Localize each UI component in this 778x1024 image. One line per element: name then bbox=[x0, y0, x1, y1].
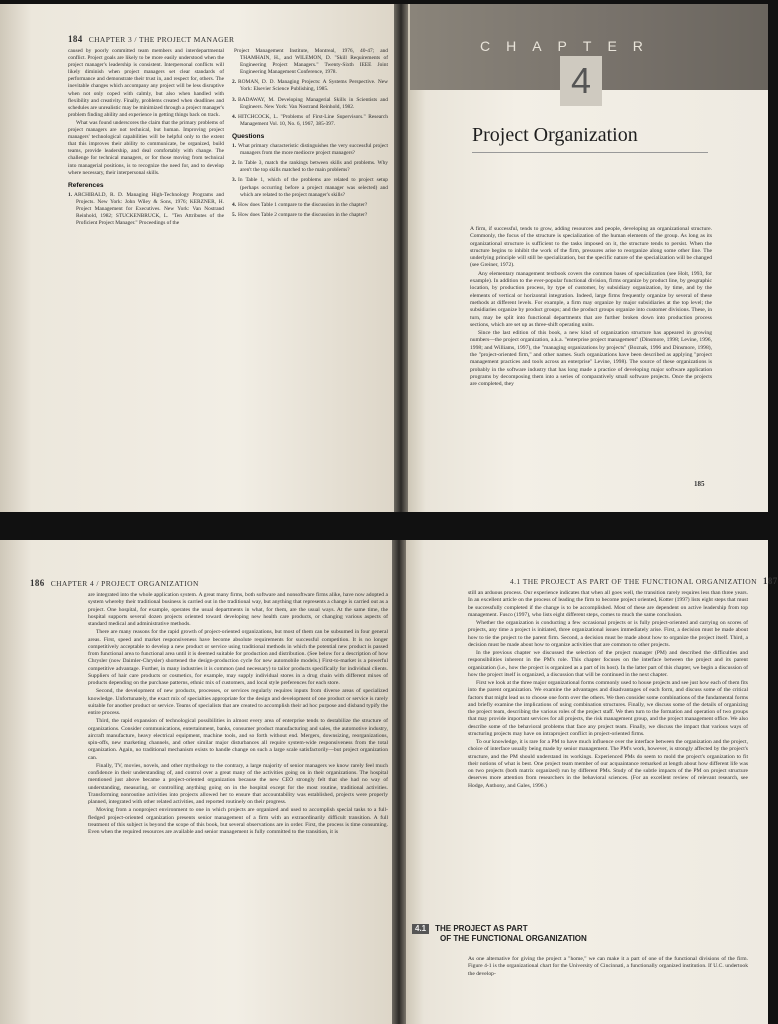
page-186 bbox=[0, 540, 392, 1024]
questions-heading: Questions bbox=[232, 132, 265, 140]
question-number: 3. bbox=[232, 177, 237, 184]
text-column-2 bbox=[232, 48, 388, 508]
paragraph: As one alternative for giving the project a "home," we can make it a part of one of the functional divisions of the firm. Figure 4-1 is the organizational chart for the University of Cincinnati, a functionally organized institution. If U.C. undertook the develop- bbox=[468, 956, 748, 977]
page-number: 185 bbox=[694, 480, 705, 488]
text-column bbox=[88, 592, 388, 1024]
reference-text: BADAWAY, M. Developing Managerial Skills in Scientists and Engineers. New York: Van Nostrand Reinhold, 1982. bbox=[238, 96, 388, 110]
question-item bbox=[232, 202, 388, 209]
paragraph: are integrated into the whole application system. A great many firms, both software and nonsoftware firms alike, have now adopted a system whereby their traditional business is carried out in the traditional way, but anything that represents a change is carried out as a project. One hospital, for example, operates the usual departments in what, for them, are the usual ways. At the same time, the hospital supports several dozen projects oriented toward developing new health care products, or changing various aspects of standard medical and administrative methods. bbox=[88, 592, 388, 627]
paragraph: What was found underscores the claim that the primary problems of project managers are not technical, but human. Improving project managers' technological capabilities will be helpful only to the extent that this improves their ability to communicate, be organized, build teams, provide leadership, and deal comfortably with change. The challenge for technical managers, or for those moving from technical into managerial positions, is to recognize the need for, and to develop where necessary, their interpersonal skills. bbox=[68, 119, 224, 176]
page-187 bbox=[406, 540, 778, 1024]
reference-item bbox=[232, 48, 388, 76]
chapter-word: CHAPTER bbox=[480, 38, 659, 54]
running-head bbox=[510, 576, 778, 586]
bottom-spread bbox=[0, 540, 778, 1024]
reference-number: 1. bbox=[68, 191, 73, 198]
section-intro-text bbox=[468, 956, 748, 996]
question-item bbox=[232, 143, 388, 157]
reference-item bbox=[232, 97, 388, 111]
chapter-number: 4 bbox=[560, 56, 602, 106]
page-number: 186 bbox=[30, 578, 45, 588]
paragraph: Whether the organization is conducting a few occasional projects or is fully project-oriented and carrying on scores of projects, any time a project is initiated, three organizational issues immediately arise. First, a decision must be made about how to tie the project to the parent firm. Second, a decision must be made about how to organize the project itself. Third, a decision must be made about how to organize activities that are common to other projects. bbox=[468, 620, 748, 648]
paragraph: A firm, if successful, tends to grow, adding resources and people, developing an organizational structure. Commonly, the focus of the structure is specialization of the human elements of the group. As long as its organizational structure is sufficient to the tasks imposed on it, the structure tends to persist. When the structure begins to inhibit the work of the firm, pressures arise to reorganize along some other line. The underlying principle will still be specialization, but the specific nature of the specialization will be changed (see Greiner, 1972). bbox=[470, 226, 712, 269]
reference-item bbox=[232, 114, 388, 128]
question-item bbox=[232, 212, 388, 219]
chapter-title: Project Organization bbox=[472, 124, 638, 146]
book-gutter bbox=[392, 540, 406, 1024]
running-head bbox=[68, 34, 234, 44]
paragraph: Moving from a nonproject environment to one in which projects are organized and used to accomplish special tasks to a full-fledged project-oriented organization presents senior management of a firm with an extraordinarily difficult transition. A full treatment of this subject is beyond the scope of this book, but several observations are in order. First, the process is time consuming. Even when the required resources are available and senior management is fully committed to the transition, it is bbox=[88, 807, 388, 835]
running-head-text: CHAPTER 3 / THE PROJECT MANAGER bbox=[88, 35, 235, 44]
reference-item bbox=[68, 192, 224, 227]
reference-text: Project Management Institute, Montreal, 1976, 40-47; and THAMHAIN, H., and WILEMON, D. "Skill Requirements of Engineering Project Managers." Twenty-Sixth IEEE Joint Engineering Management Conference, 1978. bbox=[234, 48, 388, 76]
page-number: 184 bbox=[68, 34, 83, 44]
question-text: How does Table 1 compare to the discussion in the chapter? bbox=[238, 201, 368, 208]
paragraph: Second, the development of new products, processes, or services regularly requires inputs from diverse areas of specialized knowledge. Unfortunately, the exact mix of specialties appropriate for the design and development of one product or service is rarely suitable for another product or service. Teams of specialists that are created to accomplish their ad hoc purpose and disband typify the entire process. bbox=[88, 688, 388, 716]
question-text: What primary characteristic distinguishes the very successful project managers from the more mediocre project managers? bbox=[238, 143, 388, 157]
reference-number: 3. bbox=[232, 96, 237, 103]
top-spread bbox=[0, 4, 768, 512]
section-title-line-2: OF THE FUNCTIONAL ORGANIZATION bbox=[440, 934, 587, 943]
question-number: 4. bbox=[232, 201, 237, 208]
page-number: 187 bbox=[762, 576, 778, 586]
paragraph: Any elementary management textbook covers the common bases of specialization (see Holt, 1993, for example). In addition to the ever-popular functional division, firms organize by product line, by geographic location, by production process, by type of customer, by subsidiary organization, by time, and by the elements of vertical or horizontal integration. Indeed, large firms frequently organize by several of these methods at different levels. For example, a firm may organize by major subsidiaries at the top level; the subsidiaries organize by product groups; and the product groups organize into customer divisions. These, in turn, may be split into functional departments that are further broken down into production process sections, which are set up as three-shift operating units. bbox=[470, 270, 712, 328]
paragraph: caused by poorly committed team members and interdepartmental conflict. Project goals are likely to be more easily understood when the project manager's leadership is consistent. Interpersonal conflicts will likely diminish when project managers set clear standards of performance and demonstrate their trust in, and respect for, others. The inevitable changes which accompany any project will be less disruptive when not only coped with calmly, but also when handled with flexibility and creativity. Finally, problems created when deadlines and schedules are unrealistic may be minimized through a project manager's problem finding ability and experience in getting things back on track. bbox=[68, 48, 224, 118]
text-column-1 bbox=[68, 48, 224, 508]
paragraph: In the previous chapter we discussed the selection of the project manager (PM) and described the difficulties and responsibilities inherent in the PM's role. This chapter focuses on the interface between the project and its parent organization (i.e., how the project is organized as a part of its host). In the latter part of this chapter, we begin a discussion of how the project itself is organized, a discussion that will be continued in the next chapter. bbox=[468, 650, 748, 678]
book-gutter bbox=[394, 4, 408, 512]
question-number: 1. bbox=[232, 143, 237, 150]
text-column bbox=[468, 590, 748, 908]
paragraph: Since the last edition of this book, a new kind of organization structure has appeared in growing numbers—the project organization, a.k.a. "enterprise project management" (Dinsmore, 1998; Levine, 1996, 1998; and Williams, 1997), the "managing organizations by projects" (Boznak, 1996 and Dinsmore, 1998), the "project-oriented firm," and other names. Such organizations have been described as applying "project management practices and tools across an enterprise" Levine, 1998). The source of these organizations is probably in the software industry that has long made a practice of developing major software application programs by decomposing them into a series of comparatively small software projects. Once the projects are completed, they bbox=[470, 330, 712, 388]
references-list-continued bbox=[232, 48, 388, 128]
references-heading: References bbox=[68, 181, 104, 189]
question-text: In Table 3, match the rankings between skills and problems. Why aren't the top skills matched to the main problems? bbox=[238, 160, 388, 174]
question-number: 2. bbox=[232, 160, 237, 167]
page-184 bbox=[0, 4, 394, 512]
question-text: How does Table 2 compare to the discussion in the chapter? bbox=[238, 211, 368, 218]
questions-list bbox=[232, 143, 388, 219]
question-number: 5. bbox=[232, 211, 237, 218]
running-head-text: CHAPTER 4 / PROJECT ORGANIZATION bbox=[50, 579, 199, 588]
question-text: In Table 1, which of the problems are related to project setup (perhaps occurring before a project manager was selected) and which are related to the project manager's skills? bbox=[238, 177, 388, 198]
chapter-banner bbox=[410, 4, 768, 101]
paragraph: There are many reasons for the rapid growth of project-oriented organizations, but most of them can be subsumed in four general areas. First, speed and market responsiveness have become absolute requirements for successful competition. It is no longer competitively acceptable to develop a new product or service using traditional methods in which the potential new product is passed from functional area to functional area until it is deemed suitable for production and distribution. (See below for a description of how Chrysler (now Daimler-Chrysler) shortened the design-production cycle for new automobile models.) First-to-market is a powerful competitive advantage. Further, in many industries it is common (and necessary) to tailor products specifically for individual clients. Suppliers of hair care products or cosmetics, for example, may supply individual stores in a drug chain with different mixes of products depending on the purchase patterns, ethnic mix of customers, and local style preferences for each store. bbox=[88, 629, 388, 686]
reference-text: HITCHCOCK, L. "Problems of First-Line Supervisors." Research Management Vol. 10, No. 6, 1967, 385-397. bbox=[238, 113, 388, 127]
section-title-line-1: THE PROJECT AS PART bbox=[435, 924, 528, 933]
question-item bbox=[232, 160, 388, 174]
running-head bbox=[30, 578, 199, 588]
reference-number: 4. bbox=[232, 113, 237, 120]
reference-number: 2. bbox=[232, 79, 237, 86]
reference-text: ROMAN, D. D. Managing Projects: A Systems Perspective. New York: Elsevier Science Publishing, 1985. bbox=[238, 79, 388, 93]
reference-item bbox=[232, 79, 388, 93]
paragraph: To our knowledge, it is rare for a PM to have much influence over the interface between the organization and the project, choice of interface usually being made by senior management. The PM's work, however, is strongly affected by the project's structure, and the PM should understand its workings. Experienced PMs do seem to mold the project's organization to fit their notions of what is best. One project team member of our acquaintance remarked at length about how different life was on two projects (both matrix organized) run by different PMs. Study of the subtle impacts of the PM on project structure deserves more attention from researchers in the behavioral sciences. (For an excellent review of relevant research, see Hodge, Anthony, and Gales, 1996.) bbox=[468, 739, 748, 789]
section-heading bbox=[412, 924, 587, 944]
paragraph: First we look at the three major organizational forms commonly used to house projects and see just how each of them fits into the parent organization. We examine the advantages and disadvantages of each form, and discuss some of the critical factors that might lead us to choose one form over the others. We then consider some combinations of the fundamental forms and briefly examine the implications of using combination structures. Finally, we discuss some of the details of organizing the project team, describing the various roles of the project staff. We then turn to the formation and operation of two groups that may provide important services for all projects, the risk management group, and the project management office. We also describe some of the behavioral problems that face any project team. Finally, we discuss the impact that various ways of structuring projects may have on intraproject conflict in project-oriented firms. bbox=[468, 680, 748, 737]
reference-text: ARCHIBALD, R. D. Managing High-Technology Programs and Projects. New York: John Wiley & Sons, 1976; KERZNER, H. Project Management for Executives. New York: Van Nostrand Reinhold, 1982; STUCKENBRUCK, L. "Ten Attributes of the Proficient Project Manager." Proceedings of the bbox=[74, 191, 224, 227]
section-number: 4.1 bbox=[412, 924, 429, 934]
paragraph: still an arduous process. Our experience indicates that when all goes well, the transition rarely requires less than three years. In an excellent article on the process of leading the firm to become project oriented, Kotter (1997) lists eight steps that must be successfully completed if the change is to be accomplished. Most of these are dependent on active leadership from top management. Fusco (1997), who lists eight different steps, comes to much the same conclusion. bbox=[468, 590, 748, 618]
running-head-text: 4.1 THE PROJECT AS PART OF THE FUNCTIONAL ORGANIZATION bbox=[510, 577, 757, 586]
chapter-intro-text bbox=[470, 226, 712, 478]
references-list bbox=[68, 192, 224, 227]
paragraph: Third, the rapid expansion of technological possibilities in almost every area of enterprise tends to destabilize the structure of organizations. Consider communications, entertainment, banks, consumer product manufacturing and sales, the automotive industry, aircraft manufacture, heavy electrical equipment, machine tools, and so forth without end. Mergers, downsizing, reorganizations, spin-offs, new marketing channels, and other similar major disturbances all require system-wide responsiveness from the total organization. Again, no traditional mechanism exists to handle change on such a large scale satisfactorily—but project organization can. bbox=[88, 718, 388, 761]
paragraph: Finally, TV, movies, novels, and other mythology to the contrary, a large majority of senior managers we know rarely feel much confidence in their understanding of, and control over a great many of the activities going on in their organizations. The hospital mentioned just above became a project-oriented organization because the new CEO strongly felt that she had no way of understanding, measuring, or controlling anything going on in the hospital except for the most routine, traditional activities. Transforming nonroutine activities into projects allowed her to ensure that accountability was established, projects were properly planned, integrated with other related activities, and reported routinely on their progress. bbox=[88, 762, 388, 805]
title-rule bbox=[472, 152, 708, 153]
question-item bbox=[232, 177, 388, 198]
